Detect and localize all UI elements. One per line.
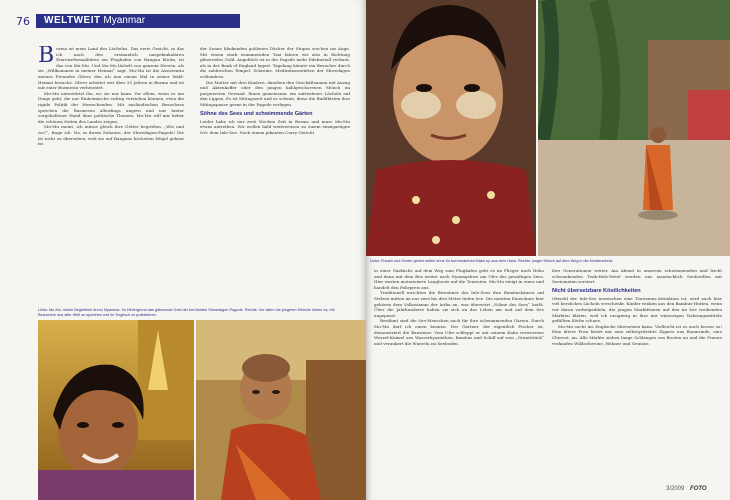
- left-column-2: [200, 46, 350, 321]
- paragraph: Die Mutter mit drei Kindern, daneben den Geschäftsmann mit Anzug und Aktenkoffer oder den jungen kahlgeschorenen Mönch im purpurroten Gewand. Ihnen gemeinsam: ein zufriedenes Lächeln auf den Lippen. Es ist Mittagszeit und es scheint, diese die Buddhisten ihre Mittagspause gerne in der Pagode verlegen.: [200, 79, 350, 107]
- photo-monk-walking: [538, 0, 730, 256]
- paragraph: Berühmt sind die See-Menschen auch für ihre schwimmenden Gärten. Durch Mu-Mu darf ich einen kennen. Der Gärtner, der eigentlich Fischer ist, demonstriert die Bauweise: Vom Ufer schleppt er mit seinem Kahn verworrene Wurzel-Knäuel aus Wasserhyazinthen, Bambus und Schilf auf sein „Grundstück“ und verankert die Wurzeln im Seeboden.: [374, 318, 544, 346]
- paragraph: Traditionell errichten die Bewohner des Inle-Sees ihre Bambushäuser auf Stelzen mitten im nur zwei bis drei Meter tiefen See. Die meisten Einwohner hier gehören dem Volksstamm der Intha an, was übersetzt „Söhne des Sees“ heißt. Über die Jahrhunderte haben sie sich an das Leben am und auf dem See angepasst.: [374, 290, 544, 318]
- portrait-illustration: [38, 320, 194, 500]
- right-column-2: [552, 268, 722, 478]
- page-header: [16, 14, 240, 28]
- left-column-1: [38, 46, 184, 316]
- magazine-logo: FOTO: [690, 486, 707, 492]
- paragraph: Mu-Mu meint, ich müsse gleich ihre Götter begrüßen. „Wie und wo?“, frage ich. Na, in ihrem Zuhause, der Shwedagon-Pagode! Die ist nicht zu übersehen, weil sie auf Ranguns höchstem Hügel gebaut ist.: [38, 124, 184, 147]
- subheading: Nicht übersetzbare Köstlichkeiten: [552, 287, 641, 294]
- paragraph: Obwohl der Inle-See inzwischen eine Tourismus-Attraktion ist, wird auch hier viel herzliches Lächeln verschenkt. Kinder winken aus den Bambus-Hütten, wenn wir daran vorbeipaddeln, die jungen Marktfrauen auf den im See treibenden Märkten klären, weil ich neugierig in ihre mit wässerigen Nahrungsmitteln gefüllten Körbe schaue.: [552, 295, 722, 324]
- subheading: Söhne des Sees und schwimmende Gärten: [200, 110, 313, 117]
- photo-young-monk: [196, 320, 366, 500]
- photo-mumu-portrait: [38, 320, 194, 500]
- paragraph: urma ist mein Land des Lächelns. Das erste Gesicht, in das ich nach den erstaunlich unspektakulären Einreiseformalitäten am Flughafen von Rangun blicke, ist das von Mu-Mu. Und Mu-Mu lächelt von ganzem Herzen, als sie „Willkommen in meiner Heimat“ sagt. Mu-Mu ist die Assistentin meines Freundes Oliver, den ich nun einem Mal in seiner Wahl-Heimat besuche. Oliver arbeitet seit über 20 Jahren in Burma und ist mit einer Burmesin verheiratet.: [38, 46, 184, 91]
- paragraph: ihre Generationen weiter. Am Abend in unserem schwimmenden und leicht schwankenden Teak-Holz-Hotel werden uns iasatischlich Seeforellen mit Seetomaten serviert.: [552, 268, 722, 285]
- paragraph: Mu-Mu unterstützt ihn, wo sie nur kann. Vor allem, wenn es um Dinge geht, die nur Einheimische richtig verstehen können, etwa die rigide Politik der Herrschenden. Mit ausländischen Besuchern sprechen die Burmesen allerdings ungern und nur hinter vorgehaltener Hand über politische Themen. Mu-Mu will mir lieber die schönen Seiten des Landes zeigen.: [38, 90, 184, 124]
- issue-number: 3/2009: [666, 486, 685, 492]
- paragraph: in einer Garküche auf dem Weg zum Flughafen geht es im Flieger nach Heho und dann mit dem Bus weiter nach Nyaungshwe am Ufer des gewaltigen Sees. Hier warten motorisierte Langboote auf die Touristen. Mu-Mu steigt in eines und handelt den Fahrpreis aus.: [374, 268, 544, 290]
- monk-illustration: [196, 320, 366, 500]
- page-footer: [666, 486, 707, 492]
- section-title: Myanmar: [103, 15, 146, 26]
- child-illustration: [366, 0, 536, 256]
- paragraph: Leider habe ich nur zwei Wochen Zeit in Burma und muss Mu-Mu etwas antreiben. Wir wollen bald weiterreisen zu einem einzigartigen Ort: dem Inle-See. Nach einem pikanten Curry-Gericht: [200, 118, 350, 135]
- right-column-1: [374, 268, 544, 490]
- right-page: [366, 0, 730, 500]
- street-illustration: [538, 0, 730, 256]
- paragraph: der Sonne blinkenden goldenen Dächer der Stupas stechen ins Auge. Mit einem stark wummernden Taxi fahren wir also in Richtung glitzerndes Gold. Angeblich ist in der Pagode mehr Edelmetall verbaut, als in der Bank of England lagert. Tagelang könnte ein Besucher durch die zahlreichen Tempel, Schreine, Meditationsstätten der Shwedagon schlendern.: [200, 46, 350, 79]
- section-bar: [36, 14, 240, 28]
- paragraph: Mu-Mu sucht ins Englische übersetzen kann. Vielleicht ist es auch besser so! Eine ältere Frau bietet mir eine selbstgedrehte Zigarre aus Baumrinde, eine Cheroot, an. Alle Märkte ziehen lange Schlangen von Booten an und die Frauen verkaufen Wildschweine, Hühner und Gemüse.: [552, 323, 722, 346]
- section-bold: WELTWEIT: [44, 15, 101, 26]
- photo-caption: Links: Mu-Mu, meine Begleiterin durch Myanmar. Im Hintergrund das glänzende Gold der berühmten Shwedagon-Pagode. Rechts: Vor allem die jüngeren Mönche lieben es, mit Besuchern aus aller Welt zu sprechen und ihr Englisch zu praktizieren.: [38, 308, 335, 317]
- page-number: 76: [16, 14, 30, 28]
- photo-caption: Links: Frauen und Kinder gehen selten ohne ihr burmesisches Make-up aus dem Haus. Rechts: junger Mönch auf dem Weg in die Klosterschule.: [370, 259, 614, 263]
- photo-thanaka-child: [366, 0, 536, 256]
- drop-cap: B: [38, 46, 55, 68]
